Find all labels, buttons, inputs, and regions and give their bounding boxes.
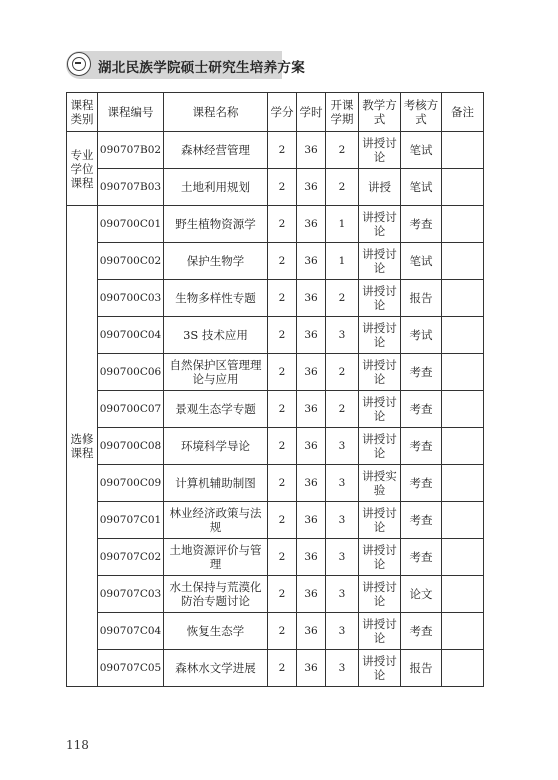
credit-cell: 2 (268, 132, 297, 169)
teaching-method-cell: 讲授讨论 (359, 428, 401, 465)
term-cell: 2 (326, 169, 359, 206)
credit-cell: 2 (268, 613, 297, 650)
course-name-cell: 3S 技术应用 (164, 317, 268, 354)
credit-cell: 2 (268, 206, 297, 243)
table-row (67, 613, 484, 650)
teaching-method-cell: 讲授讨论 (359, 354, 401, 391)
course-name-cell: 林业经济政策与法规 (164, 502, 268, 539)
teaching-method-cell: 讲授讨论 (359, 243, 401, 280)
note-cell (442, 613, 484, 650)
course-code-cell: 090700C08 (98, 428, 164, 465)
table-row (67, 576, 484, 613)
course-category-cell: 选修课程 (67, 206, 98, 687)
note-cell (442, 502, 484, 539)
course-code-cell: 090707B02 (98, 132, 164, 169)
column-header: 学分 (268, 93, 297, 132)
teaching-method-cell: 讲授讨论 (359, 280, 401, 317)
course-code-cell: 090700C09 (98, 465, 164, 502)
course-code-cell: 090700C03 (98, 280, 164, 317)
hours-cell: 36 (297, 465, 326, 502)
term-cell: 3 (326, 650, 359, 687)
course-name-cell: 景观生态学专题 (164, 391, 268, 428)
table-row (67, 428, 484, 465)
term-cell: 3 (326, 502, 359, 539)
table-row (67, 317, 484, 354)
credit-cell: 2 (268, 317, 297, 354)
course-name-cell: 土地利用规划 (164, 169, 268, 206)
course-name-cell: 自然保护区管理理论与应用 (164, 354, 268, 391)
exam-method-cell: 考查 (401, 391, 442, 428)
hours-cell: 36 (297, 576, 326, 613)
note-cell (442, 428, 484, 465)
exam-method-cell: 考查 (401, 428, 442, 465)
course-code-cell: 090700C07 (98, 391, 164, 428)
logo-mark (75, 62, 81, 64)
course-code-cell: 090707C05 (98, 650, 164, 687)
column-header: 开课学期 (326, 93, 359, 132)
credit-cell: 2 (268, 391, 297, 428)
column-header: 备注 (442, 93, 484, 132)
hours-cell: 36 (297, 391, 326, 428)
table-row (67, 169, 484, 206)
teaching-method-cell: 讲授讨论 (359, 317, 401, 354)
course-name-cell: 野生植物资源学 (164, 206, 268, 243)
table-row (67, 502, 484, 539)
hours-cell: 36 (297, 243, 326, 280)
exam-method-cell: 报告 (401, 280, 442, 317)
course-code-cell: 090700C04 (98, 317, 164, 354)
term-cell: 2 (326, 280, 359, 317)
teaching-method-cell: 讲授 (359, 169, 401, 206)
teaching-method-cell: 讲授讨论 (359, 613, 401, 650)
note-cell (442, 576, 484, 613)
term-cell: 2 (326, 354, 359, 391)
course-code-cell: 090700C06 (98, 354, 164, 391)
exam-method-cell: 考查 (401, 502, 442, 539)
teaching-method-cell: 讲授实验 (359, 465, 401, 502)
hours-cell: 36 (297, 169, 326, 206)
hours-cell: 36 (297, 539, 326, 576)
table-row (67, 132, 484, 169)
exam-method-cell: 笔试 (401, 169, 442, 206)
hours-cell: 36 (297, 317, 326, 354)
course-code-cell: 090707C04 (98, 613, 164, 650)
hours-cell: 36 (297, 206, 326, 243)
teaching-method-cell: 讲授讨论 (359, 502, 401, 539)
course-name-cell: 恢复生态学 (164, 613, 268, 650)
hours-cell: 36 (297, 354, 326, 391)
note-cell (442, 243, 484, 280)
credit-cell: 2 (268, 280, 297, 317)
column-header: 学时 (297, 93, 326, 132)
column-header: 教学方式 (359, 93, 401, 132)
exam-method-cell: 考查 (401, 613, 442, 650)
term-cell: 3 (326, 465, 359, 502)
term-cell: 3 (326, 539, 359, 576)
hours-cell: 36 (297, 613, 326, 650)
table-header-row (67, 93, 484, 132)
column-header: 课程类别 (67, 93, 98, 132)
page-header (66, 51, 305, 79)
table-row (67, 280, 484, 317)
table-row (67, 650, 484, 687)
table-row (67, 391, 484, 428)
term-cell: 3 (326, 576, 359, 613)
note-cell (442, 206, 484, 243)
course-table (66, 92, 484, 687)
term-cell: 3 (326, 428, 359, 465)
note-cell (442, 354, 484, 391)
table-row (67, 354, 484, 391)
exam-method-cell: 笔试 (401, 132, 442, 169)
logo-ring (72, 57, 86, 71)
teaching-method-cell: 讲授讨论 (359, 650, 401, 687)
course-code-cell: 090700C02 (98, 243, 164, 280)
table-row (67, 539, 484, 576)
course-name-cell: 保护生物学 (164, 243, 268, 280)
hours-cell: 36 (297, 428, 326, 465)
course-code-cell: 090700C01 (98, 206, 164, 243)
course-name-cell: 计算机辅助制图 (164, 465, 268, 502)
credit-cell: 2 (268, 465, 297, 502)
column-header: 课程编号 (98, 93, 164, 132)
note-cell (442, 169, 484, 206)
course-code-cell: 090707C02 (98, 539, 164, 576)
credit-cell: 2 (268, 650, 297, 687)
teaching-method-cell: 讲授讨论 (359, 391, 401, 428)
note-cell (442, 391, 484, 428)
exam-method-cell: 考查 (401, 539, 442, 576)
credit-cell: 2 (268, 243, 297, 280)
hours-cell: 36 (297, 650, 326, 687)
term-cell: 3 (326, 613, 359, 650)
exam-method-cell: 论文 (401, 576, 442, 613)
teaching-method-cell: 讲授讨论 (359, 206, 401, 243)
note-cell (442, 465, 484, 502)
term-cell: 3 (326, 317, 359, 354)
credit-cell: 2 (268, 428, 297, 465)
column-header: 考核方式 (401, 93, 442, 132)
hours-cell: 36 (297, 502, 326, 539)
term-cell: 1 (326, 243, 359, 280)
course-name-cell: 土地资源评价与管理 (164, 539, 268, 576)
table-row (67, 465, 484, 502)
page-number: 118 (66, 738, 89, 752)
course-name-cell: 森林经营管理 (164, 132, 268, 169)
hours-cell: 36 (297, 132, 326, 169)
course-code-cell: 090707C01 (98, 502, 164, 539)
course-name-cell: 森林水文学进展 (164, 650, 268, 687)
credit-cell: 2 (268, 502, 297, 539)
note-cell (442, 317, 484, 354)
credit-cell: 2 (268, 169, 297, 206)
course-name-cell: 水土保持与荒漠化防治专题讨论 (164, 576, 268, 613)
note-cell (442, 132, 484, 169)
header-title: 湖北民族学院硕士研究生培养方案 (98, 60, 305, 76)
credit-cell: 2 (268, 576, 297, 613)
exam-method-cell: 考查 (401, 354, 442, 391)
course-category-cell: 专业学位课程 (67, 132, 98, 206)
term-cell: 2 (326, 391, 359, 428)
teaching-method-cell: 讲授讨论 (359, 576, 401, 613)
note-cell (442, 280, 484, 317)
exam-method-cell: 报告 (401, 650, 442, 687)
term-cell: 2 (326, 132, 359, 169)
course-name-cell: 环境科学导论 (164, 428, 268, 465)
course-name-cell: 生物多样性专题 (164, 280, 268, 317)
exam-method-cell: 笔试 (401, 243, 442, 280)
table-row (67, 243, 484, 280)
exam-method-cell: 考试 (401, 317, 442, 354)
hours-cell: 36 (297, 280, 326, 317)
table-row (67, 206, 484, 243)
teaching-method-cell: 讲授讨论 (359, 539, 401, 576)
course-code-cell: 090707B03 (98, 169, 164, 206)
credit-cell: 2 (268, 539, 297, 576)
note-cell (442, 539, 484, 576)
note-cell (442, 650, 484, 687)
credit-cell: 2 (268, 354, 297, 391)
column-header: 课程名称 (164, 93, 268, 132)
teaching-method-cell: 讲授讨论 (359, 132, 401, 169)
university-logo-icon (67, 52, 91, 76)
term-cell: 1 (326, 206, 359, 243)
exam-method-cell: 考查 (401, 465, 442, 502)
exam-method-cell: 考查 (401, 206, 442, 243)
course-code-cell: 090707C03 (98, 576, 164, 613)
